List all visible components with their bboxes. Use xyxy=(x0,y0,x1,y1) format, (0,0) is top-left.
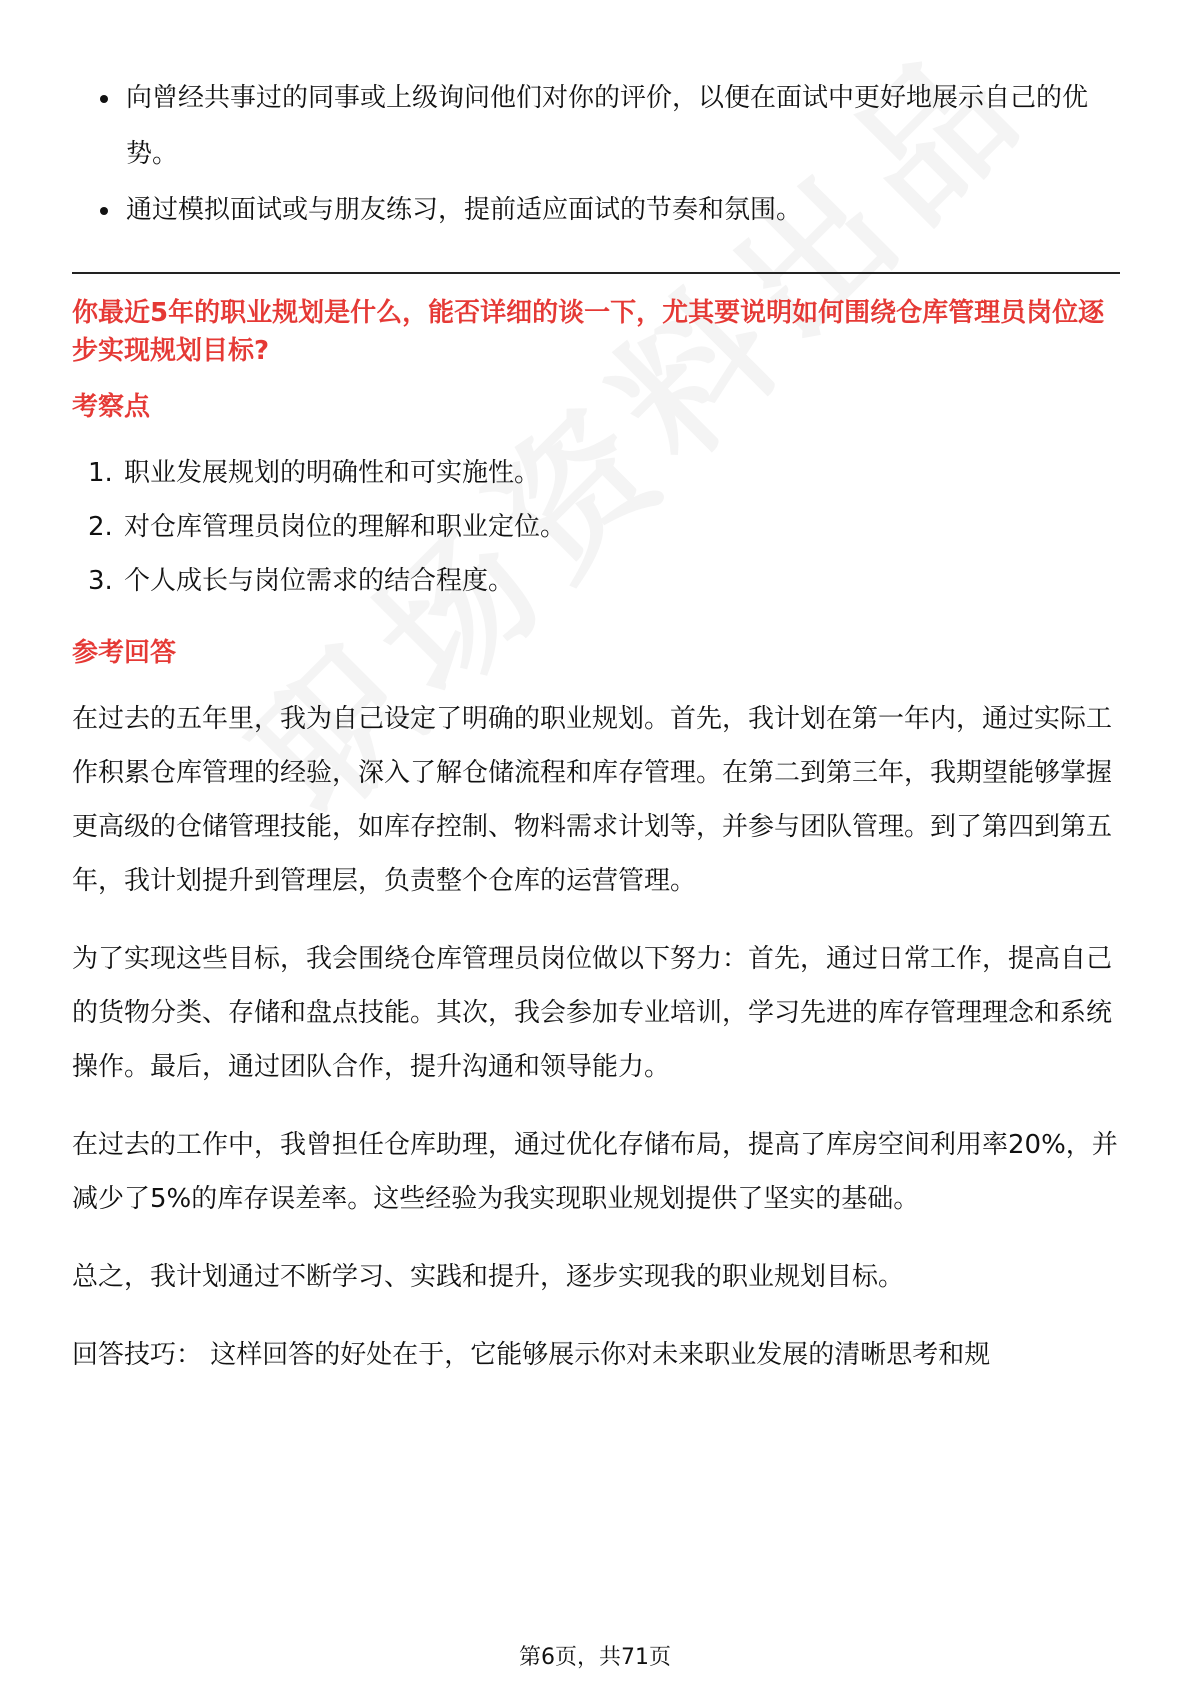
exam-points-list xyxy=(72,446,1120,608)
document-body xyxy=(72,70,1120,1406)
question-title: 你最近5年的职业规划是什么，能否详细的谈一下，尤其要说明如何围绕仓库管理员岗位逐步实现规划目标? xyxy=(72,298,1105,366)
answer-paragraph: 在过去的工作中，我曾担任仓库助理，通过优化存储布局，提高了库房空间利用率20%，并减少了5%的库存误差率。这些经验为我实现职业规划提供了坚实的基础。 xyxy=(72,1130,1118,1214)
intro-bullet-list xyxy=(72,70,1120,238)
exam-point-item xyxy=(72,446,1120,500)
list-number: 3. xyxy=(88,566,113,596)
bullet-item: 向曾经共事过的同事或上级询问他们对你的评价，以便在面试中更好地展示自己的优势。 xyxy=(72,70,1120,182)
exam-point-text: 个人成长与岗位需求的结合程度。 xyxy=(124,566,515,596)
list-number: 1. xyxy=(88,458,113,488)
answer-heading: 参考回答 xyxy=(72,638,177,668)
answer-paragraph: 为了实现这些目标，我会围绕仓库管理员岗位做以下努力：首先，通过日常工作，提高自己的货物分类、存储和盘点技能。其次，我会参加专业培训，学习先进的库存管理理念和系统操作。最后，通过团队合作，提升沟通和领导能力。 xyxy=(72,944,1113,1082)
list-number: 2. xyxy=(88,512,113,542)
exam-point-text: 对仓库管理员岗位的理解和职业定位。 xyxy=(124,512,567,542)
answer-paragraph: 在过去的五年里，我为自己设定了明确的职业规划。首先，我计划在第一年内，通过实际工作积累仓库管理的经验，深入了解仓储流程和库存管理。在第二到第三年，我期望能够掌握更高级的仓储管理技能，如库存控制、物料需求计划等，并参与团队管理。到了第四到第五年，我计划提升到管理层，负责整个仓库的运营管理。 xyxy=(72,704,1113,896)
answer-paragraph: 总之，我计划通过不断学习、实践和提升，逐步实现我的职业规划目标。 xyxy=(72,1262,905,1292)
exam-point-text: 职业发展规划的明确性和可实施性。 xyxy=(124,458,541,488)
answer-tip-paragraph: 回答技巧： 这样回答的好处在于，它能够展示你对未来职业发展的清晰思考和规 xyxy=(72,1340,991,1370)
exam-point-item xyxy=(72,500,1120,554)
section-divider xyxy=(72,272,1120,274)
exam-point-item xyxy=(72,554,1120,608)
exam-points-heading: 考察点 xyxy=(72,392,151,422)
bullet-item: 通过模拟面试或与朋友练习，提前适应面试的节奏和氛围。 xyxy=(72,182,1120,238)
page-footer: 第6页，共71页 xyxy=(519,1645,671,1670)
